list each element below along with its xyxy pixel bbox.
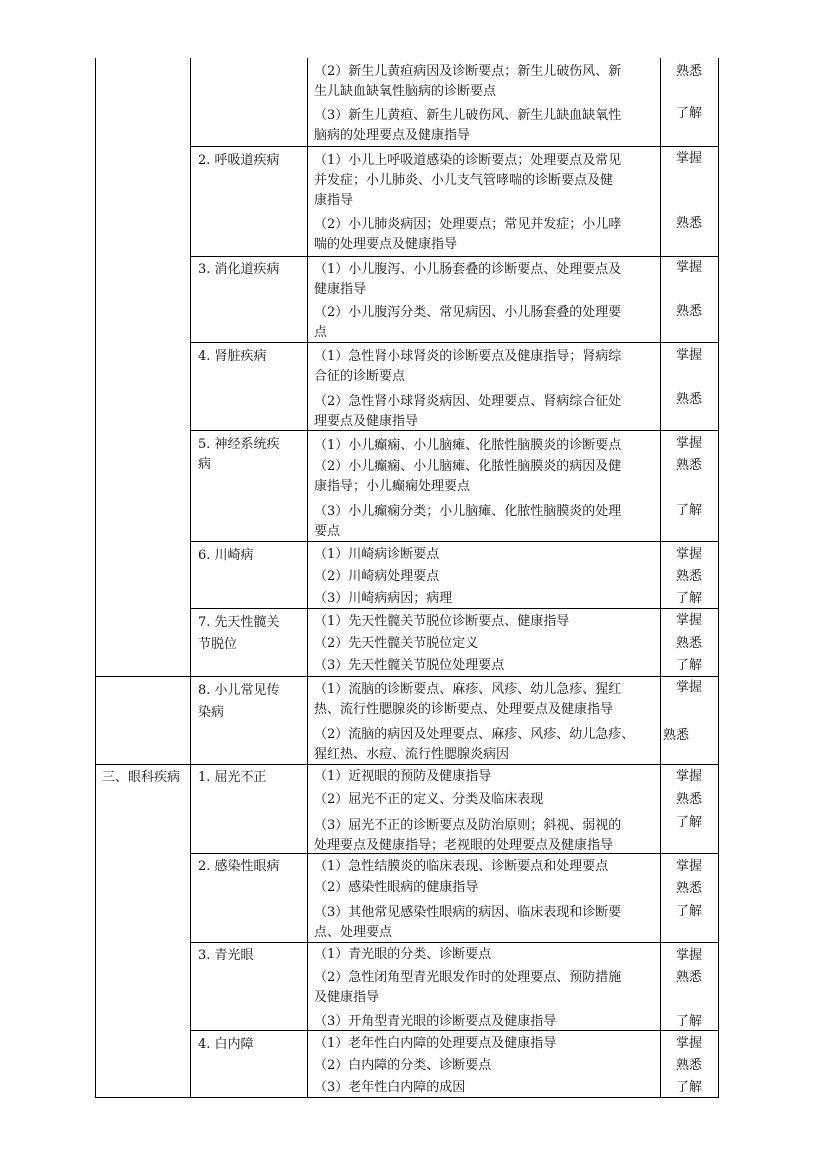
level-label: 掌握: [676, 436, 703, 451]
level-label: 掌握: [676, 1036, 703, 1051]
content-cell: （3）老年性白内障的成因: [314, 1080, 466, 1095]
content-cell: （2）新生儿黄疸病因及诊断要点；新生儿破伤风、新 生儿缺血缺氧性脑病的诊断要点: [314, 64, 622, 99]
topic-label: 2. 呼吸道疾病: [198, 153, 280, 168]
level-label: 掌握: [676, 547, 703, 562]
content-cell: （3）小儿癫痫分类；小儿脑瘫、化脓性脑膜炎的处理 要点: [314, 504, 622, 539]
level-label: 熟悉: [676, 458, 703, 473]
content-cell: （1）近视眼的预防及健康指导: [314, 769, 492, 784]
content-cell: （2）小儿肺炎病因；处理要点；常见并发症；小儿哮 喘的处理要点及健康指导: [314, 217, 622, 252]
topic-label: 5. 神经系统疾 病: [198, 437, 280, 472]
content-cell: （2）感染性眼病的健康指导: [314, 880, 479, 895]
topic-label: 4. 白内障: [198, 1037, 254, 1052]
row-divider: [190, 146, 718, 147]
level-label: 熟悉: [676, 216, 703, 231]
topic-label: 7. 先天性髋关 节脱位: [198, 615, 280, 652]
level-label: 熟悉: [663, 728, 690, 743]
content-cell: （1）流脑的诊断要点、麻疹、风疹、幼儿急疹、猩红 热、流行性腮腺炎的诊断要点、处理要点及健康指导: [314, 682, 622, 717]
content-cell: （2）小儿癫痫、小儿脑瘫、化脓性脑膜炎的病因及健 康指导；小儿癫痫处理要点: [314, 459, 622, 494]
level-label: 掌握: [676, 151, 703, 166]
level-label: 了解: [676, 1080, 703, 1095]
content-cell: （1）急性肾小球肾炎的诊断要点及健康指导；肾病综 合征的诊断要点: [314, 349, 622, 384]
category-label: 三、眼科疾病: [102, 770, 181, 785]
level-label: 熟悉: [676, 569, 703, 584]
topic-label: 6. 川崎病: [198, 548, 254, 563]
content-cell: （2）急性闭角型青光眼发作时的处理要点、预防措施 及健康指导: [314, 970, 622, 1005]
content-cell: （3）屈光不正的诊断要点及防治原则；斜视、弱视的 处理要点及健康指导；老视眼的处理要点及健康指导: [314, 818, 622, 853]
level-label: 了解: [676, 1014, 703, 1029]
topic-label: 3. 消化道疾病: [198, 262, 280, 277]
level-label: 掌握: [676, 348, 703, 363]
content-cell: （1）小儿癫痫、小儿脑瘫、化脓性脑膜炎的诊断要点: [314, 438, 622, 453]
topic-label: 8. 小儿常见传 染病: [198, 683, 280, 720]
content-cell: （1）小儿腹泻、小儿肠套叠的诊断要点、处理要点及 健康指导: [314, 262, 622, 297]
level-label: 掌握: [676, 260, 703, 275]
content-cell: （1）小儿上呼吸道感染的诊断要点；处理要点及常见 并发症；小儿肺炎、小儿支气管哮喘的诊断要点及健 康指导: [314, 153, 622, 208]
level-label: 熟悉: [676, 970, 703, 985]
content-cell: （2）急性肾小球肾炎病因、处理要点、肾病综合征处 理要点及健康指导: [314, 394, 622, 429]
level-label: 熟悉: [676, 64, 703, 79]
level-label: 熟悉: [676, 1058, 703, 1073]
content-cell: （1）老年性白内障的处理要点及健康指导: [314, 1036, 557, 1051]
level-label: 了解: [676, 106, 703, 121]
content-cell: （1）先天性髋关节脱位诊断要点、健康指导: [314, 614, 570, 629]
level-label: 熟悉: [676, 636, 703, 651]
level-label: 了解: [676, 591, 703, 606]
content-cell: （1）青光眼的分类、诊断要点: [314, 947, 492, 962]
topic-label: 4. 肾脏疾病: [198, 349, 267, 364]
content-cell: （3）先天性髋关节脱位处理要点: [314, 658, 505, 673]
level-label: 掌握: [676, 769, 703, 784]
level-label: 了解: [676, 815, 703, 830]
content-cell: （2）流脑的病因及处理要点、麻疹、风疹、幼儿急疹、 猩红热、水痘、流行性腮腺炎病因: [314, 727, 635, 762]
content-cell: （2）川崎病处理要点: [314, 569, 440, 584]
level-label: 熟悉: [676, 792, 703, 807]
content-cell: （3）川崎病病因；病理: [314, 591, 453, 606]
level-label: 掌握: [676, 680, 703, 695]
content-cell: （2）屈光不正的定义、分类及临床表现: [314, 792, 544, 807]
content-cell: （2）小儿腹泻分类、常见病因、小儿肠套叠的处理要 点: [314, 305, 622, 340]
level-label: 了解: [676, 904, 703, 919]
level-label: 掌握: [676, 613, 703, 628]
content-cell: （1）川崎病诊断要点: [314, 547, 440, 562]
content-cell: （2）先天性髋关节脱位定义: [314, 636, 479, 651]
level-label: 了解: [676, 503, 703, 518]
topic-label: 2. 感染性眼病: [198, 859, 280, 874]
content-cell: （1）急性结膜炎的临床表现、诊断要点和处理要点: [314, 859, 609, 874]
level-label: 熟悉: [676, 881, 703, 896]
level-label: 掌握: [676, 859, 703, 874]
topic-label: 1. 屈光不正: [198, 770, 267, 785]
table-border-right: [718, 58, 719, 1098]
row-divider: [95, 676, 718, 677]
level-label: 熟悉: [676, 304, 703, 319]
level-label: 了解: [676, 658, 703, 673]
topic-label: 3. 青光眼: [198, 948, 254, 963]
table-border-left: [95, 58, 96, 1098]
content-cell: （3）新生儿黄疸、新生儿破伤风、新生儿缺血缺氧性 脑病的处理要点及健康指导: [314, 108, 622, 143]
content-cell: （2）白内障的分类、诊断要点: [314, 1058, 492, 1073]
content-cell: （3）开角型青光眼的诊断要点及健康指导: [314, 1014, 557, 1029]
content-cell: （3）其他常见感染性眼病的病因、临床表现和诊断要 点、处理要点: [314, 905, 622, 940]
row-divider: [190, 256, 718, 257]
level-label: 熟悉: [676, 392, 703, 407]
level-label: 掌握: [676, 948, 703, 963]
